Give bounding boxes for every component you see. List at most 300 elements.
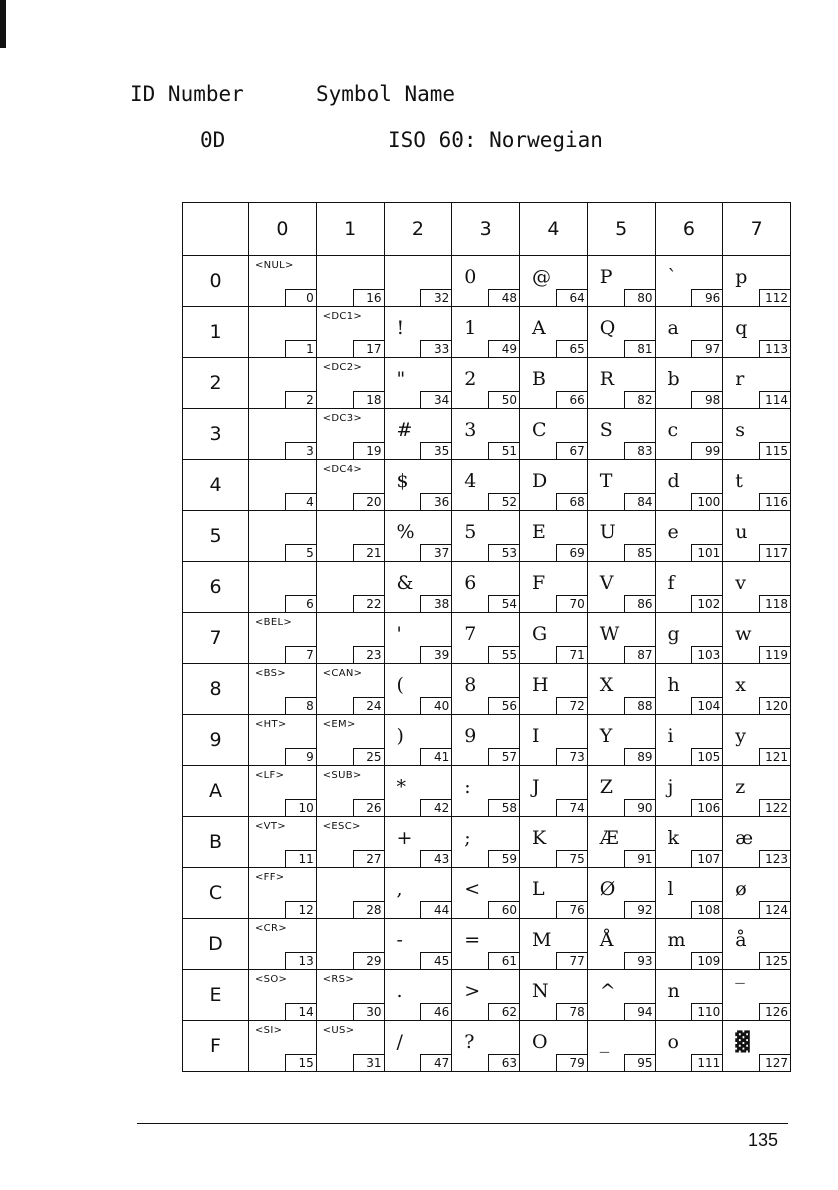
char-cell — [723, 358, 791, 409]
decimal-code: 5 — [285, 544, 316, 561]
char-cell — [452, 613, 520, 664]
decimal-code: 38 — [420, 595, 451, 612]
decimal-code: 126 — [759, 1003, 790, 1020]
glyph: ) — [396, 725, 404, 747]
char-cell — [249, 511, 317, 562]
id-number-value: 0D — [200, 128, 226, 152]
glyph: / — [396, 1031, 403, 1053]
decimal-code: 100 — [691, 493, 722, 510]
decimal-code: 108 — [691, 901, 722, 918]
char-cell — [384, 307, 452, 358]
table-row — [183, 1021, 791, 1072]
decimal-code: 52 — [488, 493, 519, 510]
control-code-label: <FF> — [255, 872, 285, 883]
decimal-code: 14 — [285, 1003, 316, 1020]
decimal-code: 2 — [285, 391, 316, 408]
decimal-code: 82 — [624, 391, 655, 408]
table-row — [183, 766, 791, 817]
decimal-code: 32 — [420, 289, 451, 306]
char-cell — [723, 868, 791, 919]
glyph: 4 — [464, 470, 477, 492]
decimal-code: 84 — [624, 493, 655, 510]
char-cell — [452, 1021, 520, 1072]
decimal-code: 76 — [556, 901, 587, 918]
glyph: f — [667, 572, 675, 594]
glyph: u — [735, 521, 748, 543]
glyph: q — [735, 317, 748, 339]
glyph: n — [667, 980, 680, 1002]
glyph: 7 — [464, 623, 477, 645]
char-cell — [723, 256, 791, 307]
glyph: # — [396, 419, 413, 441]
decimal-code: 54 — [488, 595, 519, 612]
char-cell — [587, 766, 655, 817]
decimal-code: 123 — [759, 850, 790, 867]
char-cell — [723, 715, 791, 766]
decimal-code: 18 — [353, 391, 384, 408]
glyph: å — [735, 929, 747, 951]
decimal-code: 88 — [624, 697, 655, 714]
char-cell — [316, 307, 384, 358]
decimal-code: 23 — [353, 646, 384, 663]
registration-mark — [0, 0, 6, 48]
control-code-label: <BS> — [255, 668, 286, 679]
glyph: x — [735, 674, 746, 696]
control-code-label: <US> — [322, 1025, 355, 1036]
char-cell — [384, 919, 452, 970]
control-code-label: <EM> — [322, 719, 356, 730]
decimal-code: 86 — [624, 595, 655, 612]
column-header: 2 — [384, 203, 452, 256]
decimal-code: 37 — [420, 544, 451, 561]
decimal-code: 124 — [759, 901, 790, 918]
decimal-code: 127 — [759, 1054, 790, 1071]
control-code-label: <SI> — [255, 1025, 283, 1036]
char-cell — [655, 613, 723, 664]
char-cell — [316, 970, 384, 1021]
row-header: F — [183, 1021, 249, 1072]
decimal-code: 77 — [556, 952, 587, 969]
char-cell — [316, 613, 384, 664]
glyph: * — [396, 776, 406, 798]
char-cell — [520, 256, 588, 307]
glyph: v — [735, 572, 746, 594]
char-cell — [452, 307, 520, 358]
decimal-code: 55 — [488, 646, 519, 663]
decimal-code: 121 — [759, 748, 790, 765]
char-cell — [723, 460, 791, 511]
decimal-code: 48 — [488, 289, 519, 306]
glyph: $ — [396, 470, 409, 492]
decimal-code: 107 — [691, 850, 722, 867]
char-cell — [655, 511, 723, 562]
control-code-label: <LF> — [255, 770, 285, 781]
table-row — [183, 613, 791, 664]
char-cell — [249, 562, 317, 613]
decimal-code: 0 — [285, 289, 316, 306]
decimal-code: 31 — [353, 1054, 384, 1071]
decimal-code: 119 — [759, 646, 790, 663]
char-cell — [587, 919, 655, 970]
glyph: : — [464, 776, 471, 798]
char-cell — [384, 460, 452, 511]
decimal-code: 73 — [556, 748, 587, 765]
glyph: % — [396, 521, 415, 543]
char-cell — [452, 970, 520, 1021]
char-cell — [384, 715, 452, 766]
decimal-code: 64 — [556, 289, 587, 306]
decimal-code: 6 — [285, 595, 316, 612]
char-cell — [520, 613, 588, 664]
char-cell — [655, 562, 723, 613]
decimal-code: 83 — [624, 442, 655, 459]
char-cell — [587, 817, 655, 868]
decimal-code: 3 — [285, 442, 316, 459]
decimal-code: 74 — [556, 799, 587, 816]
character-set-table — [182, 202, 791, 1072]
glyph: _ — [599, 1031, 610, 1053]
char-cell — [249, 409, 317, 460]
table-row — [183, 817, 791, 868]
char-cell — [723, 766, 791, 817]
char-cell — [384, 766, 452, 817]
page-number: 135 — [748, 1130, 779, 1150]
char-cell — [520, 511, 588, 562]
decimal-code: 22 — [353, 595, 384, 612]
char-cell — [452, 409, 520, 460]
decimal-code: 19 — [353, 442, 384, 459]
char-cell — [587, 358, 655, 409]
char-cell — [249, 817, 317, 868]
decimal-code: 63 — [488, 1054, 519, 1071]
char-cell — [316, 511, 384, 562]
char-cell — [520, 460, 588, 511]
glyph: ‾ — [735, 980, 745, 1002]
char-cell — [384, 256, 452, 307]
char-cell — [249, 256, 317, 307]
decimal-code: 28 — [353, 901, 384, 918]
char-cell — [723, 307, 791, 358]
glyph: r — [735, 368, 745, 390]
glyph: B — [532, 368, 546, 390]
control-code-label: <SUB> — [322, 770, 362, 781]
char-cell — [452, 511, 520, 562]
char-cell — [587, 970, 655, 1021]
decimal-code: 102 — [691, 595, 722, 612]
char-cell — [655, 664, 723, 715]
row-header: E — [183, 970, 249, 1021]
table-row — [183, 460, 791, 511]
decimal-code: 12 — [285, 901, 316, 918]
char-cell — [655, 409, 723, 460]
glyph: " — [396, 368, 406, 390]
decimal-code: 45 — [420, 952, 451, 969]
column-header-row — [183, 203, 791, 256]
glyph: - — [396, 929, 403, 951]
decimal-code: 56 — [488, 697, 519, 714]
table-row — [183, 358, 791, 409]
glyph: ? — [464, 1031, 475, 1053]
char-cell — [452, 562, 520, 613]
glyph: F — [532, 572, 546, 594]
decimal-code: 53 — [488, 544, 519, 561]
glyph: 9 — [464, 725, 477, 747]
table-row — [183, 256, 791, 307]
decimal-code: 71 — [556, 646, 587, 663]
char-cell — [249, 715, 317, 766]
decimal-code: 93 — [624, 952, 655, 969]
glyph: Æ — [599, 827, 619, 849]
symbol-name-value: ISO 60: Norwegian — [388, 128, 603, 152]
char-cell — [520, 766, 588, 817]
table-row — [183, 919, 791, 970]
char-cell — [520, 409, 588, 460]
char-cell — [587, 664, 655, 715]
decimal-code: 36 — [420, 493, 451, 510]
char-cell — [723, 409, 791, 460]
char-cell — [655, 715, 723, 766]
char-cell — [655, 817, 723, 868]
glyph: O — [532, 1031, 548, 1053]
glyph: P — [599, 266, 613, 288]
char-cell — [520, 358, 588, 409]
decimal-code: 91 — [624, 850, 655, 867]
glyph: ! — [396, 317, 405, 339]
control-code-label: <RS> — [322, 974, 355, 985]
decimal-code: 89 — [624, 748, 655, 765]
decimal-code: 51 — [488, 442, 519, 459]
glyph: Ø — [599, 878, 616, 900]
row-header: A — [183, 766, 249, 817]
char-cell — [384, 868, 452, 919]
glyph: l — [667, 878, 674, 900]
decimal-code: 116 — [759, 493, 790, 510]
char-cell — [249, 307, 317, 358]
row-header: D — [183, 919, 249, 970]
glyph: > — [464, 980, 481, 1002]
decimal-code: 62 — [488, 1003, 519, 1020]
decimal-code: 81 — [624, 340, 655, 357]
control-code-label: <VT> — [255, 821, 286, 832]
char-cell — [384, 358, 452, 409]
column-header: 7 — [723, 203, 791, 256]
glyph: U — [599, 521, 616, 543]
table-row — [183, 511, 791, 562]
char-cell — [452, 919, 520, 970]
decimal-code: 112 — [759, 289, 790, 306]
char-cell — [452, 766, 520, 817]
decimal-code: 21 — [353, 544, 384, 561]
char-cell — [316, 562, 384, 613]
decimal-code: 98 — [691, 391, 722, 408]
decimal-code: 96 — [691, 289, 722, 306]
char-cell — [655, 1021, 723, 1072]
glyph: æ — [735, 827, 754, 849]
char-cell — [655, 919, 723, 970]
decimal-code: 49 — [488, 340, 519, 357]
glyph: = — [464, 929, 481, 951]
char-cell — [520, 307, 588, 358]
glyph: J — [532, 776, 540, 798]
decimal-code: 110 — [691, 1003, 722, 1020]
decimal-code: 118 — [759, 595, 790, 612]
glyph: V — [599, 572, 614, 594]
char-cell — [655, 970, 723, 1021]
glyph: I — [532, 725, 540, 747]
decimal-code: 120 — [759, 697, 790, 714]
char-cell — [249, 766, 317, 817]
char-cell — [384, 562, 452, 613]
decimal-code: 92 — [624, 901, 655, 918]
char-cell — [316, 919, 384, 970]
char-cell — [520, 919, 588, 970]
glyph: ▓ — [735, 1031, 750, 1053]
glyph: o — [667, 1031, 679, 1053]
char-cell — [384, 511, 452, 562]
glyph: ' — [396, 623, 402, 645]
decimal-code: 39 — [420, 646, 451, 663]
decimal-code: 33 — [420, 340, 451, 357]
decimal-code: 16 — [353, 289, 384, 306]
char-cell — [655, 256, 723, 307]
char-cell — [655, 307, 723, 358]
glyph: M — [532, 929, 552, 951]
char-cell — [723, 970, 791, 1021]
char-cell — [723, 562, 791, 613]
glyph: ` — [667, 266, 677, 288]
glyph: & — [396, 572, 414, 594]
glyph: C — [532, 419, 547, 441]
char-cell — [249, 613, 317, 664]
decimal-code: 117 — [759, 544, 790, 561]
glyph: Q — [599, 317, 616, 339]
row-header: 6 — [183, 562, 249, 613]
glyph: a — [667, 317, 679, 339]
char-cell — [655, 460, 723, 511]
decimal-code: 104 — [691, 697, 722, 714]
row-header: 5 — [183, 511, 249, 562]
char-cell — [655, 766, 723, 817]
decimal-code: 29 — [353, 952, 384, 969]
char-cell — [587, 1021, 655, 1072]
char-cell — [723, 664, 791, 715]
char-cell — [384, 970, 452, 1021]
glyph: 1 — [464, 317, 477, 339]
decimal-code: 106 — [691, 799, 722, 816]
glyph: W — [599, 623, 620, 645]
decimal-code: 87 — [624, 646, 655, 663]
char-cell — [520, 664, 588, 715]
table-row — [183, 715, 791, 766]
decimal-code: 99 — [691, 442, 722, 459]
decimal-code: 101 — [691, 544, 722, 561]
glyph: G — [532, 623, 548, 645]
glyph: j — [667, 776, 674, 798]
row-header: 0 — [183, 256, 249, 307]
char-cell — [384, 1021, 452, 1072]
char-cell — [316, 766, 384, 817]
glyph: ( — [396, 674, 404, 696]
glyph: t — [735, 470, 743, 492]
char-cell — [655, 868, 723, 919]
decimal-code: 114 — [759, 391, 790, 408]
row-header: 2 — [183, 358, 249, 409]
decimal-code: 97 — [691, 340, 722, 357]
decimal-code: 103 — [691, 646, 722, 663]
decimal-code: 7 — [285, 646, 316, 663]
table-row — [183, 868, 791, 919]
char-cell — [520, 817, 588, 868]
row-header: 7 — [183, 613, 249, 664]
column-header: 3 — [452, 203, 520, 256]
row-header: C — [183, 868, 249, 919]
decimal-code: 75 — [556, 850, 587, 867]
decimal-code: 125 — [759, 952, 790, 969]
table-row — [183, 307, 791, 358]
decimal-code: 10 — [285, 799, 316, 816]
char-cell — [316, 817, 384, 868]
glyph: s — [735, 419, 746, 441]
glyph: z — [735, 776, 746, 798]
id-number-heading: ID Number — [130, 82, 244, 106]
row-header: B — [183, 817, 249, 868]
control-code-label: <DC1> — [322, 311, 363, 322]
char-cell — [316, 1021, 384, 1072]
decimal-code: 1 — [285, 340, 316, 357]
table-row — [183, 664, 791, 715]
glyph: 5 — [464, 521, 477, 543]
control-code-label: <HT> — [255, 719, 287, 730]
decimal-code: 105 — [691, 748, 722, 765]
decimal-code: 113 — [759, 340, 790, 357]
char-cell — [520, 1021, 588, 1072]
control-code-label: <BEL> — [255, 617, 293, 628]
control-code-label: <CAN> — [322, 668, 363, 679]
decimal-code: 60 — [488, 901, 519, 918]
glyph: y — [735, 725, 746, 747]
decimal-code: 67 — [556, 442, 587, 459]
char-cell — [723, 1021, 791, 1072]
char-cell — [723, 511, 791, 562]
glyph: < — [464, 878, 481, 900]
char-cell — [316, 715, 384, 766]
column-header: 0 — [249, 203, 317, 256]
char-cell — [249, 460, 317, 511]
char-cell — [587, 409, 655, 460]
char-cell — [452, 817, 520, 868]
char-cell — [520, 715, 588, 766]
glyph: h — [667, 674, 680, 696]
char-cell — [316, 409, 384, 460]
decimal-code: 35 — [420, 442, 451, 459]
glyph: Å — [599, 929, 614, 951]
row-header: 9 — [183, 715, 249, 766]
row-header: 1 — [183, 307, 249, 358]
glyph: + — [396, 827, 413, 849]
glyph: 0 — [464, 266, 477, 288]
control-code-label: <ESC> — [322, 821, 361, 832]
char-cell — [249, 664, 317, 715]
char-cell — [384, 613, 452, 664]
char-cell — [587, 562, 655, 613]
char-cell — [452, 715, 520, 766]
decimal-code: 44 — [420, 901, 451, 918]
char-cell — [723, 919, 791, 970]
table-row — [183, 409, 791, 460]
char-cell — [587, 256, 655, 307]
char-cell — [452, 868, 520, 919]
glyph: E — [532, 521, 546, 543]
